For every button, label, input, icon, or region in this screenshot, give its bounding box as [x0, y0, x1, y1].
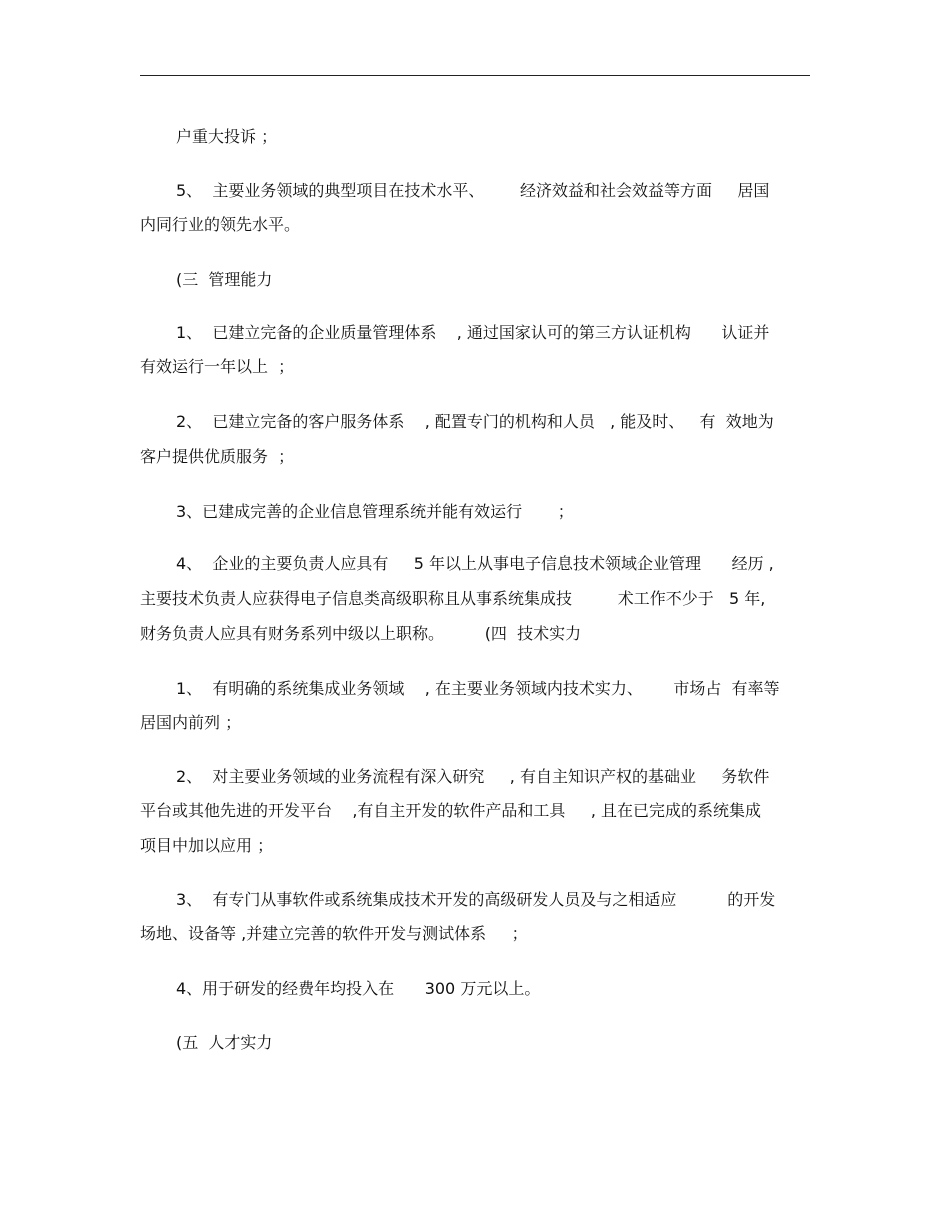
text-line: 2、 对主要业务领域的业务流程有深入研究 , 有自主知识产权的基础业 务软件: [176, 767, 770, 786]
text-line: 1、 有明确的系统集成业务领域 , 在主要业务领域内技术实力、 市场占 有率等: [176, 679, 780, 698]
text-line: 5、 主要业务领域的典型项目在技术水平、 经济效益和社会效益等方面 居国: [176, 181, 770, 200]
text-line: 3、已建成完善的企业信息管理系统并能有效运行 ；: [176, 502, 574, 521]
text-line: 场地、设备等 ,并建立完善的软件开发与测试体系 ；: [140, 924, 528, 943]
text-line: 3、 有专门从事软件或系统集成技术开发的高级研发人员及与之相适应 的开发: [176, 890, 776, 909]
text-line: 4、 企业的主要负责人应具有 5 年以上从事电子信息技术领域企业管理 经历 ,: [176, 554, 774, 573]
header-rule: [140, 75, 810, 76]
text-line: 客户提供优质服务 ；: [140, 447, 295, 466]
text-line: 2、 已建立完备的客户服务体系 , 配置专门的机构和人员 , 能及时、 有 效地为: [176, 412, 774, 431]
text-line: 户重大投诉 ；: [176, 127, 278, 146]
text-line: 主要技术负责人应获得电子信息类高级职称且从事系统集成技 术工作不少于 5 年,: [140, 589, 766, 608]
text-line: 财务负责人应具有财务系列中级以上职称。 (四 技术实力: [140, 624, 582, 643]
text-line: 平台或其他先进的开发平台 ,有自主开发的软件产品和工具 , 且在已完成的系统集成: [140, 801, 762, 820]
text-line: 有效运行一年以上 ；: [140, 357, 295, 376]
text-line: 内同行业的领先水平。: [140, 215, 301, 234]
text-line: 1、 已建立完备的企业质量管理体系 , 通过国家认可的第三方认证机构 认证并: [176, 323, 770, 342]
section-heading: (五 人才实力: [176, 1033, 273, 1052]
text-line: 项目中加以应用 ；: [140, 836, 274, 855]
text-line: 4、用于研发的经费年均投入在 300 万元以上。: [176, 979, 541, 998]
text-line: 居国内前列 ；: [140, 713, 242, 732]
section-heading: (三 管理能力: [176, 270, 273, 289]
